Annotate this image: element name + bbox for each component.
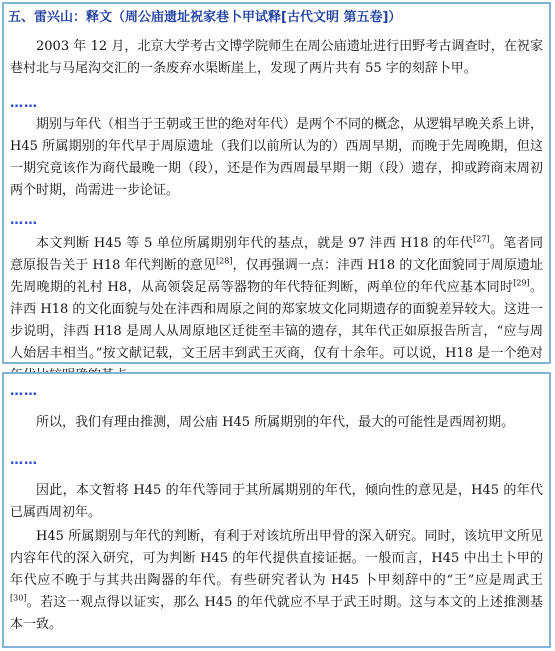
section-heading: 五、雷兴山：释文（周公庙遗址祝家巷卜甲试释[古代文明 第五卷]） xyxy=(8,10,402,25)
citation-ref: [30] xyxy=(10,593,27,603)
paragraph-discovery: 2003 年 12 月，北京大学考古文博学院师生在周公庙遗址进行田野考古调查时，在祝家巷村北与马尾沟交汇的一条废弃水渠断崖上，发现了两片共有 55 字的刻辞卜甲。 xyxy=(10,39,543,76)
text-run: ，仅再强调一点：沣西 H18 的文化面貌同于周原遗址先周晚期的礼村 H8，从高领袋足鬲等器物的年代特征判断，两单位的年代应基本同时 xyxy=(10,258,543,295)
paragraph-period-dating: 期别与年代（相当于王朝或王世的绝对年代）是两个不同的概念，从逻辑早晚关系上讲，H45 所属期别的年代早于周原遗址（我们以前所认为的）西周早期，而晚于先周晚期，但这一期究竟该作为商代最晚一期（段），还是作为西周最早期一期（段）遗存，抑或跨商末周初两个时期，尚需进一步论证。 xyxy=(10,117,544,198)
paragraph-h18-basis xyxy=(10,233,543,387)
excerpt-panel-top xyxy=(2,2,551,364)
excerpt-panel-bottom xyxy=(2,372,551,648)
text-run: 。若这一观点得以证实，那么 H45 的年代就应不早于武王时期。这与本文的上述推测基本一致。 xyxy=(10,595,543,632)
citation-ref: [27] xyxy=(473,234,490,244)
paragraph-inference: 所以，我们有理由推测，周公庙 H45 所属期别的年代，最大的可能性是西周初期。 xyxy=(36,415,515,430)
ellipsis-marker: …… xyxy=(10,96,38,111)
ellipsis-marker: …… xyxy=(10,213,38,228)
paragraph-research-value xyxy=(10,526,543,636)
text-run: 本文判断 H45 等 5 单位所属期别年代的基点，就是 97 沣西 H18 的年代 xyxy=(36,236,474,251)
ellipsis-marker: …… xyxy=(10,384,38,399)
text-run: H45 所属期别与年代的判断，有利于对该坑所出甲骨的深入研究。同时，该坑甲文所见内容年代的深入研究，可为判断 H45 的年代提供直接证据。一般而言，H45 中出土卜甲的年代应不晚于与其共出陶器的年代。有些研究者认为 H45 卜甲刻辞中的“王”应是周武王 xyxy=(10,529,543,588)
ellipsis-marker: …… xyxy=(10,453,38,468)
citation-ref: [28] xyxy=(216,256,233,266)
text-run: 。沣西 H18 的文化面貌与处在沣西和周原之间的郑家坡文化同期遗存的面貌差异较大。这进一步说明，沣西 H18 是周人从周原地区迁徙至丰镐的遗存，其年代正如原报告所言，“应与周人始居丰相当。”按文献记载，文王居丰到武王灭商，仅有十余年。可以说，H18 是一个绝对 xyxy=(10,280,543,361)
citation-ref: [29] xyxy=(513,278,530,288)
paragraph-conclusion: 因此，本文暂将 H45 的年代等同于其所属期别的年代，倾向性的意见是，H45 的年代已属西周初年。 xyxy=(10,483,543,520)
text-run: 。笔者同意原报告关于 H18 年代判断的意见 xyxy=(10,236,543,273)
